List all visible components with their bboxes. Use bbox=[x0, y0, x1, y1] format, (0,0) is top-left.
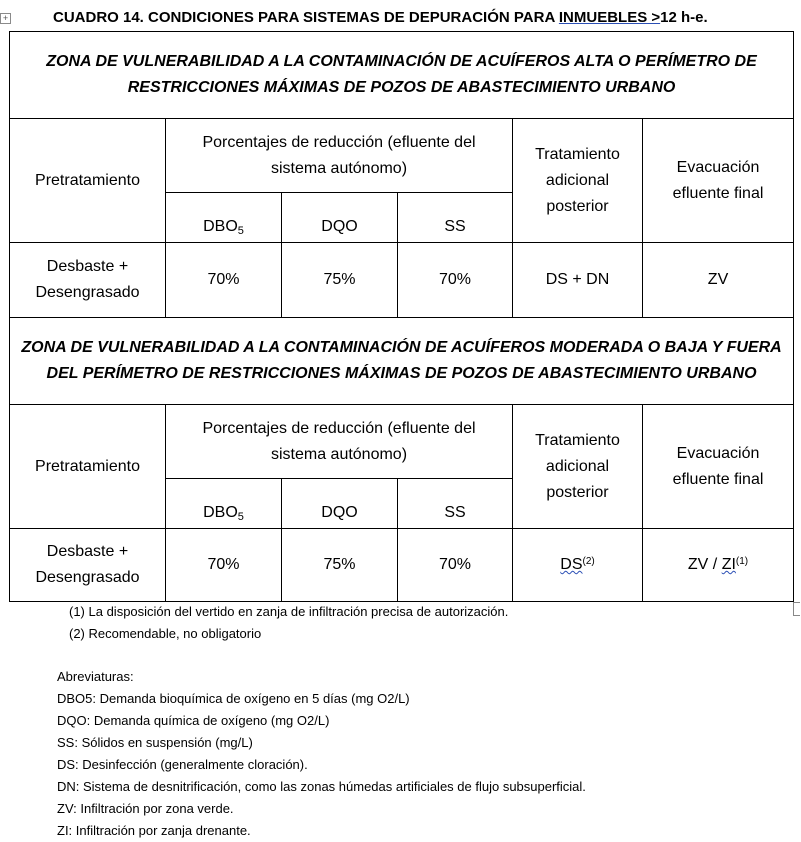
page-title: CUADRO 14. CONDICIONES PARA SISTEMAS DE DEPURACIÓN PARA INMUEBLES >12 h-e. bbox=[53, 9, 708, 26]
zone1-heading: ZONA DE VULNERABILIDAD A LA CONTAMINACIÓN DE ACUÍFEROS ALTA O PERÍMETRO DE RESTRICCIONES MÁXIMAS DE POZOS DE ABASTECIMIENTO URBANO bbox=[10, 32, 794, 119]
zone2-heading-row bbox=[10, 318, 794, 405]
zone1-header-pretratamiento: Pretratamiento bbox=[10, 119, 166, 243]
footnotes bbox=[69, 601, 508, 645]
abbreviation-item: ZV: Infiltración por zona verde. bbox=[57, 801, 234, 816]
zone2-header-row bbox=[10, 405, 794, 479]
zone2-header-ss: SS bbox=[398, 479, 513, 529]
zone1-heading-row bbox=[10, 32, 794, 119]
table-move-handle-icon[interactable]: + bbox=[0, 13, 11, 24]
zone2-row-dbo: 70% bbox=[166, 529, 282, 602]
zone2-row-dqo: 75% bbox=[282, 529, 398, 602]
abbreviations-heading: Abreviaturas: bbox=[57, 669, 134, 684]
zone1-row-evacuacion: ZV bbox=[643, 243, 794, 318]
zone1-header-evacuacion: Evacuación efluente final bbox=[643, 119, 794, 243]
zone1-header-ss: SS bbox=[398, 193, 513, 243]
abbreviation-item: ZI: Infiltración por zanja drenante. bbox=[57, 823, 251, 838]
zone1-header-tratamiento: Tratamiento adicional posterior bbox=[513, 119, 643, 243]
zone1-header-porcentajes: Porcentajes de reducción (efluente del sistema autónomo) bbox=[166, 119, 513, 193]
zone1-data-row bbox=[10, 243, 794, 318]
zone1-row-dbo: 70% bbox=[166, 243, 282, 318]
footnote-2: (2) Recomendable, no obligatorio bbox=[69, 626, 262, 641]
zone2-data-row bbox=[10, 529, 794, 602]
abbreviation-item: DQO: Demanda química de oxígeno (mg O2/L) bbox=[57, 713, 330, 728]
zone2-row-evacuacion: ZV / ZI$^{(1)}$ bbox=[643, 529, 794, 602]
zone2-header-tratamiento: Tratamiento adicional posterior bbox=[513, 405, 643, 529]
zone2-header-dqo: DQO bbox=[282, 479, 398, 529]
zone1-row-pretratamiento: Desbaste + Desengrasado bbox=[10, 243, 166, 318]
zone1-row-tratamiento: DS + DN bbox=[513, 243, 643, 318]
abbreviation-item: DS: Desinfección (generalmente cloración). bbox=[57, 757, 308, 772]
conditions-table bbox=[9, 31, 794, 602]
abbreviation-item: SS: Sólidos en suspensión (mg/L) bbox=[57, 735, 253, 750]
zone2-row-pretratamiento: Desbaste + Desengrasado bbox=[10, 529, 166, 602]
zone2-header-evacuacion: Evacuación efluente final bbox=[643, 405, 794, 529]
zone1-header-dbo: $DBO_5$ bbox=[166, 193, 282, 243]
abbreviation-item: DBO5: Demanda bioquímica de oxígeno en 5 días (mg O2/L) bbox=[57, 691, 410, 706]
zone2-header-dbo: $DBO_5$ bbox=[166, 479, 282, 529]
zone2-row-tratamiento: DS$^{(2)}$ bbox=[513, 529, 643, 602]
zone1-header-dqo: DQO bbox=[282, 193, 398, 243]
zone2-row-ss: 70% bbox=[398, 529, 513, 602]
zone2-header-porcentajes: Porcentajes de reducción (efluente del sistema autónomo) bbox=[166, 405, 513, 479]
zone2-heading: ZONA DE VULNERABILIDAD A LA CONTAMINACIÓN DE ACUÍFEROS MODERADA O BAJA Y FUERA DEL PERÍMETRO DE RESTRICCIONES MÁXIMAS DE POZOS DE ABASTECIMIENTO URBANO bbox=[10, 318, 794, 405]
abbreviation-item: DN: Sistema de desnitrificación, como las zonas húmedas artificiales de flujo subsuperficial. bbox=[57, 779, 586, 794]
table-end-marker-icon bbox=[793, 602, 800, 616]
abbreviations-list bbox=[57, 666, 586, 842]
zone1-row-ss: 70% bbox=[398, 243, 513, 318]
zone2-header-pretratamiento: Pretratamiento bbox=[10, 405, 166, 529]
zone1-header-row bbox=[10, 119, 794, 193]
footnote-1: (1) La disposición del vertido en zanja de infiltración precisa de autorización. bbox=[69, 604, 509, 619]
zone1-row-dqo: 75% bbox=[282, 243, 398, 318]
